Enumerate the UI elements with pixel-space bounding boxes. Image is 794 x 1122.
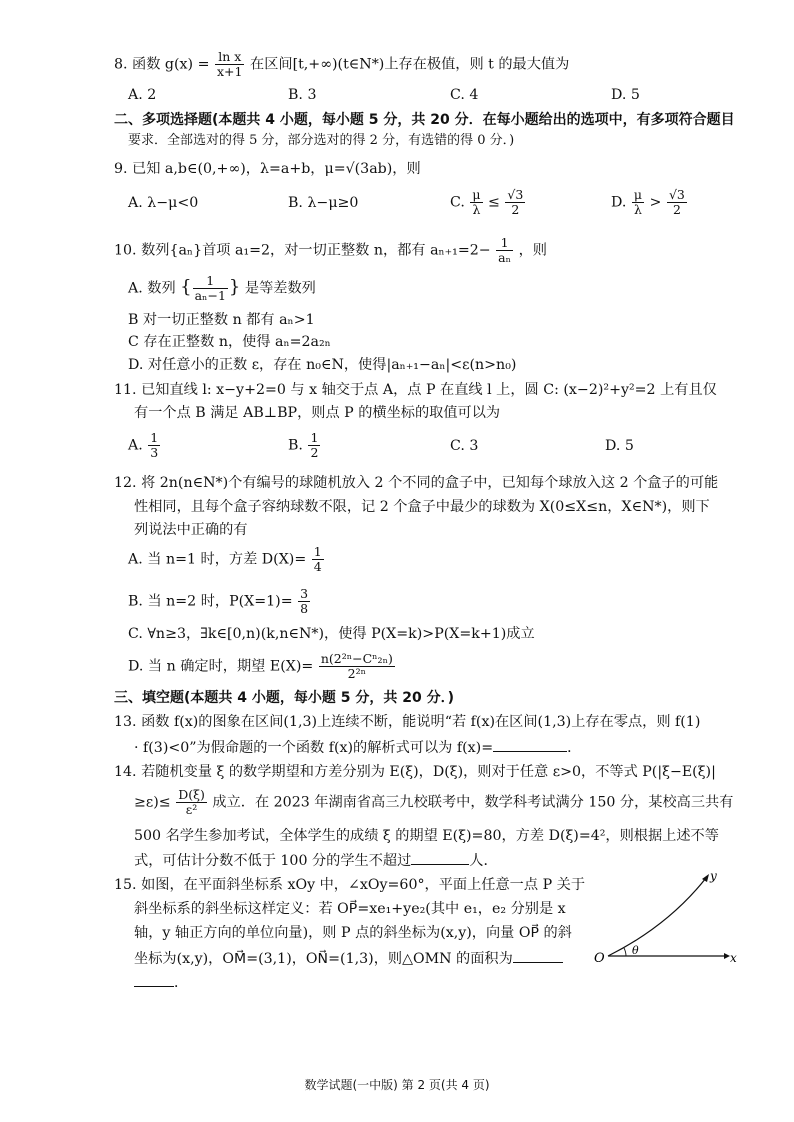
q15-answer-blank[interactable] (513, 948, 563, 963)
q9-option-b: B. λ−μ≥0 (288, 195, 359, 211)
q9-c-den: λ (472, 202, 481, 217)
q9-option-d (611, 188, 688, 217)
q9-c-num: μ (472, 187, 481, 202)
question-15-cont-1: 斜坐标系的斜坐标这样定义：若 OP⃗=xe₁+ye₂(其中 e₁，e₂ 分别是 x (134, 901, 566, 917)
question-8 (114, 50, 569, 79)
q15-text: 坐标为(x,y)，OM⃗=(3,1)，ON⃗=(1,3)，则△OMN 的面积为 (134, 951, 513, 967)
q11-option-d: D. 5 (605, 438, 634, 454)
q12-b-num: 3 (300, 586, 309, 601)
section-2-heading: 二、多项选择题(本题共 4 小题，每小题 5 分，共 20 分．在每小题给出的选项中，有多项符合题目 (114, 112, 735, 128)
q9-d-den: λ (634, 202, 642, 217)
q9-d-rnum: √3 (668, 187, 685, 202)
q8-option-d: D. 5 (611, 87, 640, 103)
q8-option-c: C. 4 (450, 87, 479, 103)
q12-option-d (128, 652, 396, 681)
q9-option-a: A. λ−μ<0 (128, 195, 199, 211)
q10-a-label: A. 数列 (128, 280, 176, 297)
q15-answer-blank-cont[interactable] (134, 972, 174, 987)
question-11: 11. 已知直线 l: x−y+2=0 与 x 轴交于点 A，点 P 在直线 l 上，圆 C: (x−2)²+y²=2 上有且仅 (114, 382, 717, 398)
q14-fraction (176, 788, 207, 817)
angle-arc (624, 948, 626, 956)
q12-b-text: B. 当 n=2 时，P(X=1)= (128, 593, 293, 610)
q9-option-c (450, 188, 526, 217)
question-15-cont-3 (134, 948, 563, 969)
q10-option-a (128, 274, 316, 303)
q8-frac-num: ln x (215, 50, 244, 65)
q10-option-d: D. 对任意小的正数 ε，存在 n₀∈N，使得|aₙ₊₁−aₙ|<ε(n>n₀) (128, 357, 517, 373)
q11-option-c: C. 3 (450, 438, 479, 454)
q12-a-fraction (312, 545, 324, 574)
q9-c-frac-left (470, 188, 482, 217)
q14-frac-num: D(ξ) (178, 787, 205, 802)
question-14-cont-1 (134, 788, 733, 817)
q9-c-frac-right (505, 188, 525, 217)
q15-period: ． (174, 975, 189, 991)
x-axis-label: x (730, 951, 737, 965)
q11-option-a (128, 431, 161, 460)
q11-a-label: A. (128, 437, 143, 454)
question-15-cont-4 (134, 972, 188, 993)
question-15-cont-2: 轴，y 轴正方向的单位向量)，则 P 点的斜坐标为(x,y)，向量 OP⃗ 的斜 (134, 925, 572, 941)
q13-answer-blank[interactable] (493, 737, 567, 752)
q12-d-num: n(2²ⁿ−Cⁿ₂ₙ) (320, 651, 393, 666)
q9-c-rden: 2 (511, 202, 520, 217)
question-12-cont-2: 列说法中正确的有 (134, 522, 248, 538)
origin-label: O (594, 951, 605, 966)
q12-a-num: 1 (313, 544, 322, 559)
y-axis-line (608, 878, 706, 956)
q12-option-b (128, 587, 311, 616)
q10-frac-num: 1 (496, 236, 513, 251)
q12-a-den: 4 (313, 559, 322, 574)
q8-option-a: A. 2 (128, 87, 157, 103)
q12-d-den: 2²ⁿ (347, 666, 367, 681)
section-2-heading-cont: 要求．全部选对的得 5 分，部分选对的得 2 分，有选错的得 0 分．) (128, 133, 515, 148)
q12-b-fraction (298, 587, 310, 616)
q9-d-rden: 2 (672, 202, 681, 217)
oblique-axes-figure (588, 866, 738, 972)
y-axis-label: y (710, 869, 717, 883)
q9-c-label: C. (450, 194, 465, 211)
q9-c-relation: ≤ (488, 194, 500, 211)
q11-a-fraction (148, 431, 160, 460)
q12-option-c: C. ∀n≥3，∃k∈[0,n)(k,n∈N*)，使得 P(X=k)>P(X=k+1)成立 (128, 626, 535, 642)
q8-fraction (215, 50, 244, 79)
question-11-cont: 有一个点 B 满足 AB⊥BP，则点 P 的横坐标的取值可以为 (134, 405, 501, 421)
q11-a-den: 3 (150, 445, 159, 460)
q10-a-den: aₙ−1 (194, 288, 226, 303)
q10-text-pre: 10. 数列{aₙ}首项 a₁=2，对一切正整数 n，都有 aₙ₊₁=2− (114, 242, 491, 259)
q10-a-num: 1 (193, 274, 228, 289)
q13-text: · f(3)<0”为假命题的一个函数 f(x)的解析式可以为 f(x)= (134, 740, 494, 756)
angle-label: θ (632, 944, 639, 957)
q12-d-text: D. 当 n 确定时，期望 E(X)= (128, 658, 314, 675)
question-14-cont-2: 500 名学生参加考试，全体学生的成绩 ξ 的期望 E(ξ)=80，方差 D(ξ)=4²，则根据上述不等 (134, 828, 719, 844)
q11-option-b (288, 431, 321, 460)
q9-d-relation: > (649, 194, 662, 211)
q10-fraction (496, 236, 513, 265)
q14-answer-blank[interactable] (411, 850, 469, 865)
question-15: 15. 如图，在平面斜坐标系 xOy 中，∠xOy=60°，平面上任意一点 P 关于 (114, 877, 586, 893)
q14-ineq-post: 成立．在 2023 年湖南省高三九校联考中，数学科考试满分 150 分，某校高三共有 (212, 794, 734, 811)
q9-d-frac-right (667, 188, 687, 217)
q14-ineq-pre: ≥ε)≤ (134, 794, 171, 811)
q11-b-label: B. (288, 437, 303, 454)
q9-d-label: D. (611, 194, 627, 211)
q8-text-pre: 8. 函数 g(x) = (114, 56, 210, 73)
q14-text: 式，可估计分数不低于 100 分的学生不超过 (134, 853, 412, 869)
q10-option-c: C 存在正整数 n，使得 aₙ=2a₂ₙ (128, 334, 331, 350)
question-10 (114, 236, 547, 265)
q10-frac-den: aₙ (498, 250, 512, 265)
q12-a-text: A. 当 n=1 时，方差 D(X)= (128, 551, 307, 568)
question-14: 14. 若随机变量 ξ 的数学期望和方差分别为 E(ξ)，D(ξ)，则对于任意 ε>0，不等式 P(|ξ−E(ξ)| (114, 764, 716, 780)
question-12: 12. 将 2n(n∈N*)个有编号的球随机放入 2 个不同的盒子中，已知每个球放入这 2 个盒子的可能 (114, 475, 719, 491)
q12-d-fraction (319, 652, 395, 681)
question-14-cont-3 (134, 850, 498, 871)
q14-frac-den: ε² (185, 802, 198, 817)
question-13: 13. 函数 f(x)的图象在区间(1,3)上连续不断，能说明“若 f(x)在区间(1,3)上存在零点，则 f(1) (114, 714, 701, 730)
q12-option-a (128, 545, 325, 574)
q11-b-num: 1 (310, 430, 319, 445)
q8-text-post: 在区间[t,+∞)(t∈N*)上存在极值，则 t 的最大值为 (250, 56, 570, 73)
q10-a-fraction (193, 274, 228, 303)
question-9: 9. 已知 a,b∈(0,+∞)，λ=a+b，μ=√(3ab)，则 (114, 161, 421, 177)
q11-b-den: 2 (310, 445, 319, 460)
q10-a-text-post: 是等差数列 (244, 280, 316, 297)
q13-period: ． (567, 740, 582, 756)
q9-d-frac-left (632, 188, 644, 217)
q14-unit: 人． (469, 853, 498, 869)
q8-option-b: B. 3 (288, 87, 317, 103)
page-footer: 数学试题(一中版) 第 2 页(共 4 页) (304, 1078, 490, 1092)
q8-frac-den: x+1 (217, 64, 243, 79)
q10-text-post: ，则 (518, 242, 547, 259)
q9-c-rnum: √3 (507, 187, 524, 202)
q11-b-fraction (308, 431, 320, 460)
question-12-cont-1: 性相同，且每个盒子容纳球数不限，记 2 个盒子中最少的球数为 X(0≤X≤n，X∈N*)，则下 (134, 499, 710, 515)
question-13-cont (134, 737, 581, 758)
section-3-heading: 三、填空题(本题共 4 小题，每小题 5 分，共 20 分．) (114, 690, 455, 706)
q9-d-num: μ (633, 187, 643, 202)
q11-a-num: 1 (150, 430, 159, 445)
q12-b-den: 8 (300, 601, 309, 616)
q10-a-brace-right: } (228, 276, 241, 298)
q10-a-brace-left: { (180, 276, 192, 298)
q10-option-b: B 对一切正整数 n 都有 aₙ>1 (128, 312, 315, 328)
